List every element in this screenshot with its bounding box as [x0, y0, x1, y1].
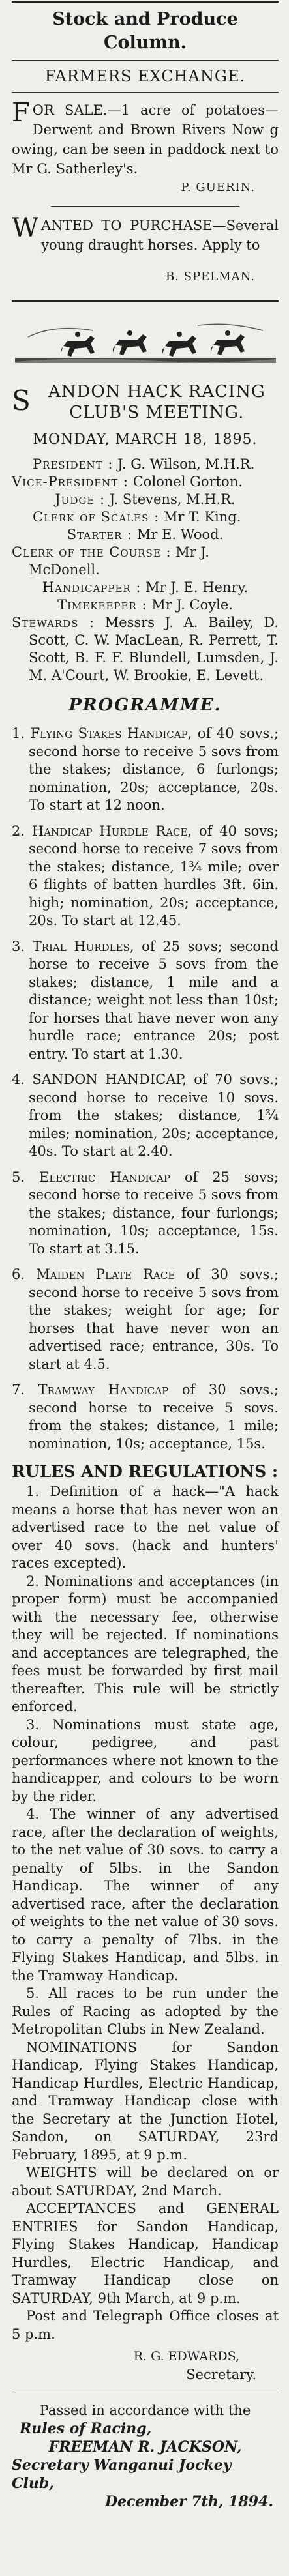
rule-paragraph: 1. Definition of a hack—"A hack means a horse that has never won an advertised race to the net value of over 40 sovs. (hack and hunters' races excepted). [12, 1484, 279, 1571]
ad-signature: B. SPELMAN. [166, 270, 255, 284]
signer-date: December 7th, 1894. [104, 2493, 273, 2510]
ad-text: OR SALE.—1 acre of potatoes—Derwent and Brown Rivers Now g owing, can be seen in paddock next to Mr G. Satherley's. [12, 102, 279, 177]
divider [12, 92, 279, 93]
section-title: FARMERS EXCHANGE. [44, 67, 246, 85]
rule-paragraph: NOMINATIONS for Sandon Handicap, Flying Stakes Handicap, Handicap Hurdles, Electric Handicap, and Tramway Handicap close with the Secretary at the Junction Hotel, Sandon, on SATURDAY, 23rd February, 1895, at 9 p.m. [12, 2039, 279, 2163]
programme-item: 7. Tramway Handicap of 30 sovs.; second horse to receive 5 sovs. from the stakes; distance, 1 mile; nomination, 10s; acceptance, 15s. [12, 1382, 279, 1452]
officer-starter: Starter : Mr E. Wood. [67, 527, 224, 542]
officer-handicapper: Handicapper : Mr J. E. Henry. [42, 579, 249, 595]
rule-paragraph: 2. Nominations and acceptances (in proper form) must be accompanied with the necessary fee, otherwise they will be rejected. If nominations and acceptances are telegraphed, the fees must be forwarded by first mail thereafter. This rule will be strictly enforced. [12, 1573, 279, 1714]
classified-ad-sale [12, 100, 279, 197]
programme-item: 6. Maiden Plate Race of 30 sovs.; second horse to receive 5 sovs from the stakes; weight for age; for horses that have never won an advertised race; entrance, 30s. To start at 4.5. [12, 1266, 279, 1372]
passed-line-1: Passed in accordance with the [39, 2403, 251, 2418]
drop-cap: F [12, 98, 30, 128]
rule-paragraph: Post and Telegraph Office closes at 5 p.m. [12, 2308, 279, 2342]
programme-title: PROGRAMME. [68, 695, 222, 715]
rule-paragraph: 4. The winner of any advertised race, after the declaration of weights, to the net value of 30 sovs. to carry a penalty of 5lbs. in the Sandon Handicap. The winner of any advertised race, after the declaration of weights to the net value of 30 sovs. to carry a penalty of 7lbs. in the Flying Stakes Handicap, and 5lbs. in the Tramway Handicap. [12, 1806, 279, 1983]
column-title: Stock and Produce Column. [52, 9, 238, 53]
programme-item: 5. Electric Handicap of 25 sovs; second horse to receive 5 sovs from the stakes; distance, four furlongs; nomination, 10s; acceptance, 15s. To start at 3.15. [12, 1169, 279, 1257]
officers-list [12, 456, 279, 684]
rule-paragraph: WEIGHTS will be declared on or about SATURDAY, 2nd March. [12, 2165, 279, 2199]
officer-president: President : J. G. Wilson, M.H.R. [33, 456, 255, 472]
signer-title: Secretary Wanganui Jockey Club, [12, 2457, 232, 2492]
title-line-2: CLUB'S MEETING. [69, 403, 245, 422]
top-rule [12, 1, 279, 3]
rule-paragraph: ACCEPTANCES and GENERAL ENTRIES for Sandon Handicap, Flying Stakes Handicap, Handicap Hurdles, Electric Handicap, and Tramway Handicap close on SATURDAY, 9th March, at 9 p.m. [12, 2201, 279, 2306]
programme-item: 1. Flying Stakes Handicap, of 40 sovs.; second horse to receive 5 sovs from the stakes; distance, 6 furlongs; nomination, 20s; acceptance, 20s. To start at 12 noon. [12, 725, 279, 813]
ad-signature: P. GUERIN. [181, 181, 255, 194]
officer-clerk-of-scales: Clerk of Scales : Mr T. King. [33, 509, 241, 525]
ad-text: ANTED TO PURCHASE—Several young draught horses. Apply to [41, 218, 279, 253]
ad-body [12, 213, 279, 255]
rule-paragraph: 3. Nominations must state age, colour, pedigree, and past performances where not known to the handicapper, and colours to be worn by the rider. [12, 1716, 279, 1804]
programme-list [12, 725, 279, 1453]
officer-judge: Judge : J. Stevens, M.H.R. [55, 491, 236, 507]
officer-timekeeper: Timekeeper : Mr J. Coyle. [57, 597, 233, 613]
drop-cap: W [12, 213, 39, 243]
secretary-title: Secretary. [186, 2367, 256, 2382]
drop-cap: S [12, 385, 31, 417]
approval-notice [12, 2401, 279, 2511]
signer-name: FREEMAN R. JACKSON, [48, 2438, 242, 2455]
secretary-name: R. G. EDWARDS, [133, 2349, 239, 2364]
officer-vice-president: Vice-President : Colonel Gorton. [12, 474, 243, 490]
officer-stewards: Stewards : Messrs J. A. Bailey, D. Scott, C. W. MacLean, R. Perrett, T. Scott, B. F. F. Blundell, Lumsden, J. M. A'Court, W. Brookie, E. Levett. [12, 615, 279, 683]
divider [51, 206, 239, 207]
race-meeting-title [12, 381, 279, 423]
programme-item: 3. Trial Hurdles, of 25 sovs; second horse to receive 5 sovs from the stakes; distance, 1 mile and a distance; weight not less than 10st; for horses that have never won any hurdle race; entrance 20s; post entry. To start at 1.30. [12, 938, 279, 1062]
meeting-date: MONDAY, MARCH 18, 1895. [33, 432, 258, 448]
programme-item: 4. SANDON HANDICAP, of 70 sovs.; second horse to receive 10 sovs. from the stakes; distance, 1¾ miles; nomination, 20s; acceptance, 40s. To start at 2.40. [12, 1072, 279, 1159]
classified-ad-wanted [12, 213, 279, 286]
ad-body [12, 100, 279, 179]
divider [12, 300, 279, 302]
programme-item: 2. Handicap Hurdle Race, of 40 sovs; second horse to receive 7 sovs from the stakes; distance, 1¾ mile; over 6 flights of batten hurdles 3ft. 6in. high; nomination, 20s; acceptance, 20s. To start at 12.45. [12, 823, 279, 928]
title-line-1: ANDON HACK RACING [48, 382, 266, 402]
rules-list [12, 1483, 279, 2343]
divider [12, 60, 279, 61]
rules-title: RULES AND REGULATIONS : [12, 1462, 279, 1481]
rule-paragraph: 5. All races to be run under the Rules of Racing as adopted by the Metropolitan Clubs in New Zealand. [12, 1985, 279, 2037]
officer-clerk-of-course: Clerk of the Course : Mr J. McDonell. [12, 544, 209, 578]
passed-line-2: Rules of Racing, [20, 2420, 152, 2437]
horse-racing-engraving [15, 311, 276, 371]
